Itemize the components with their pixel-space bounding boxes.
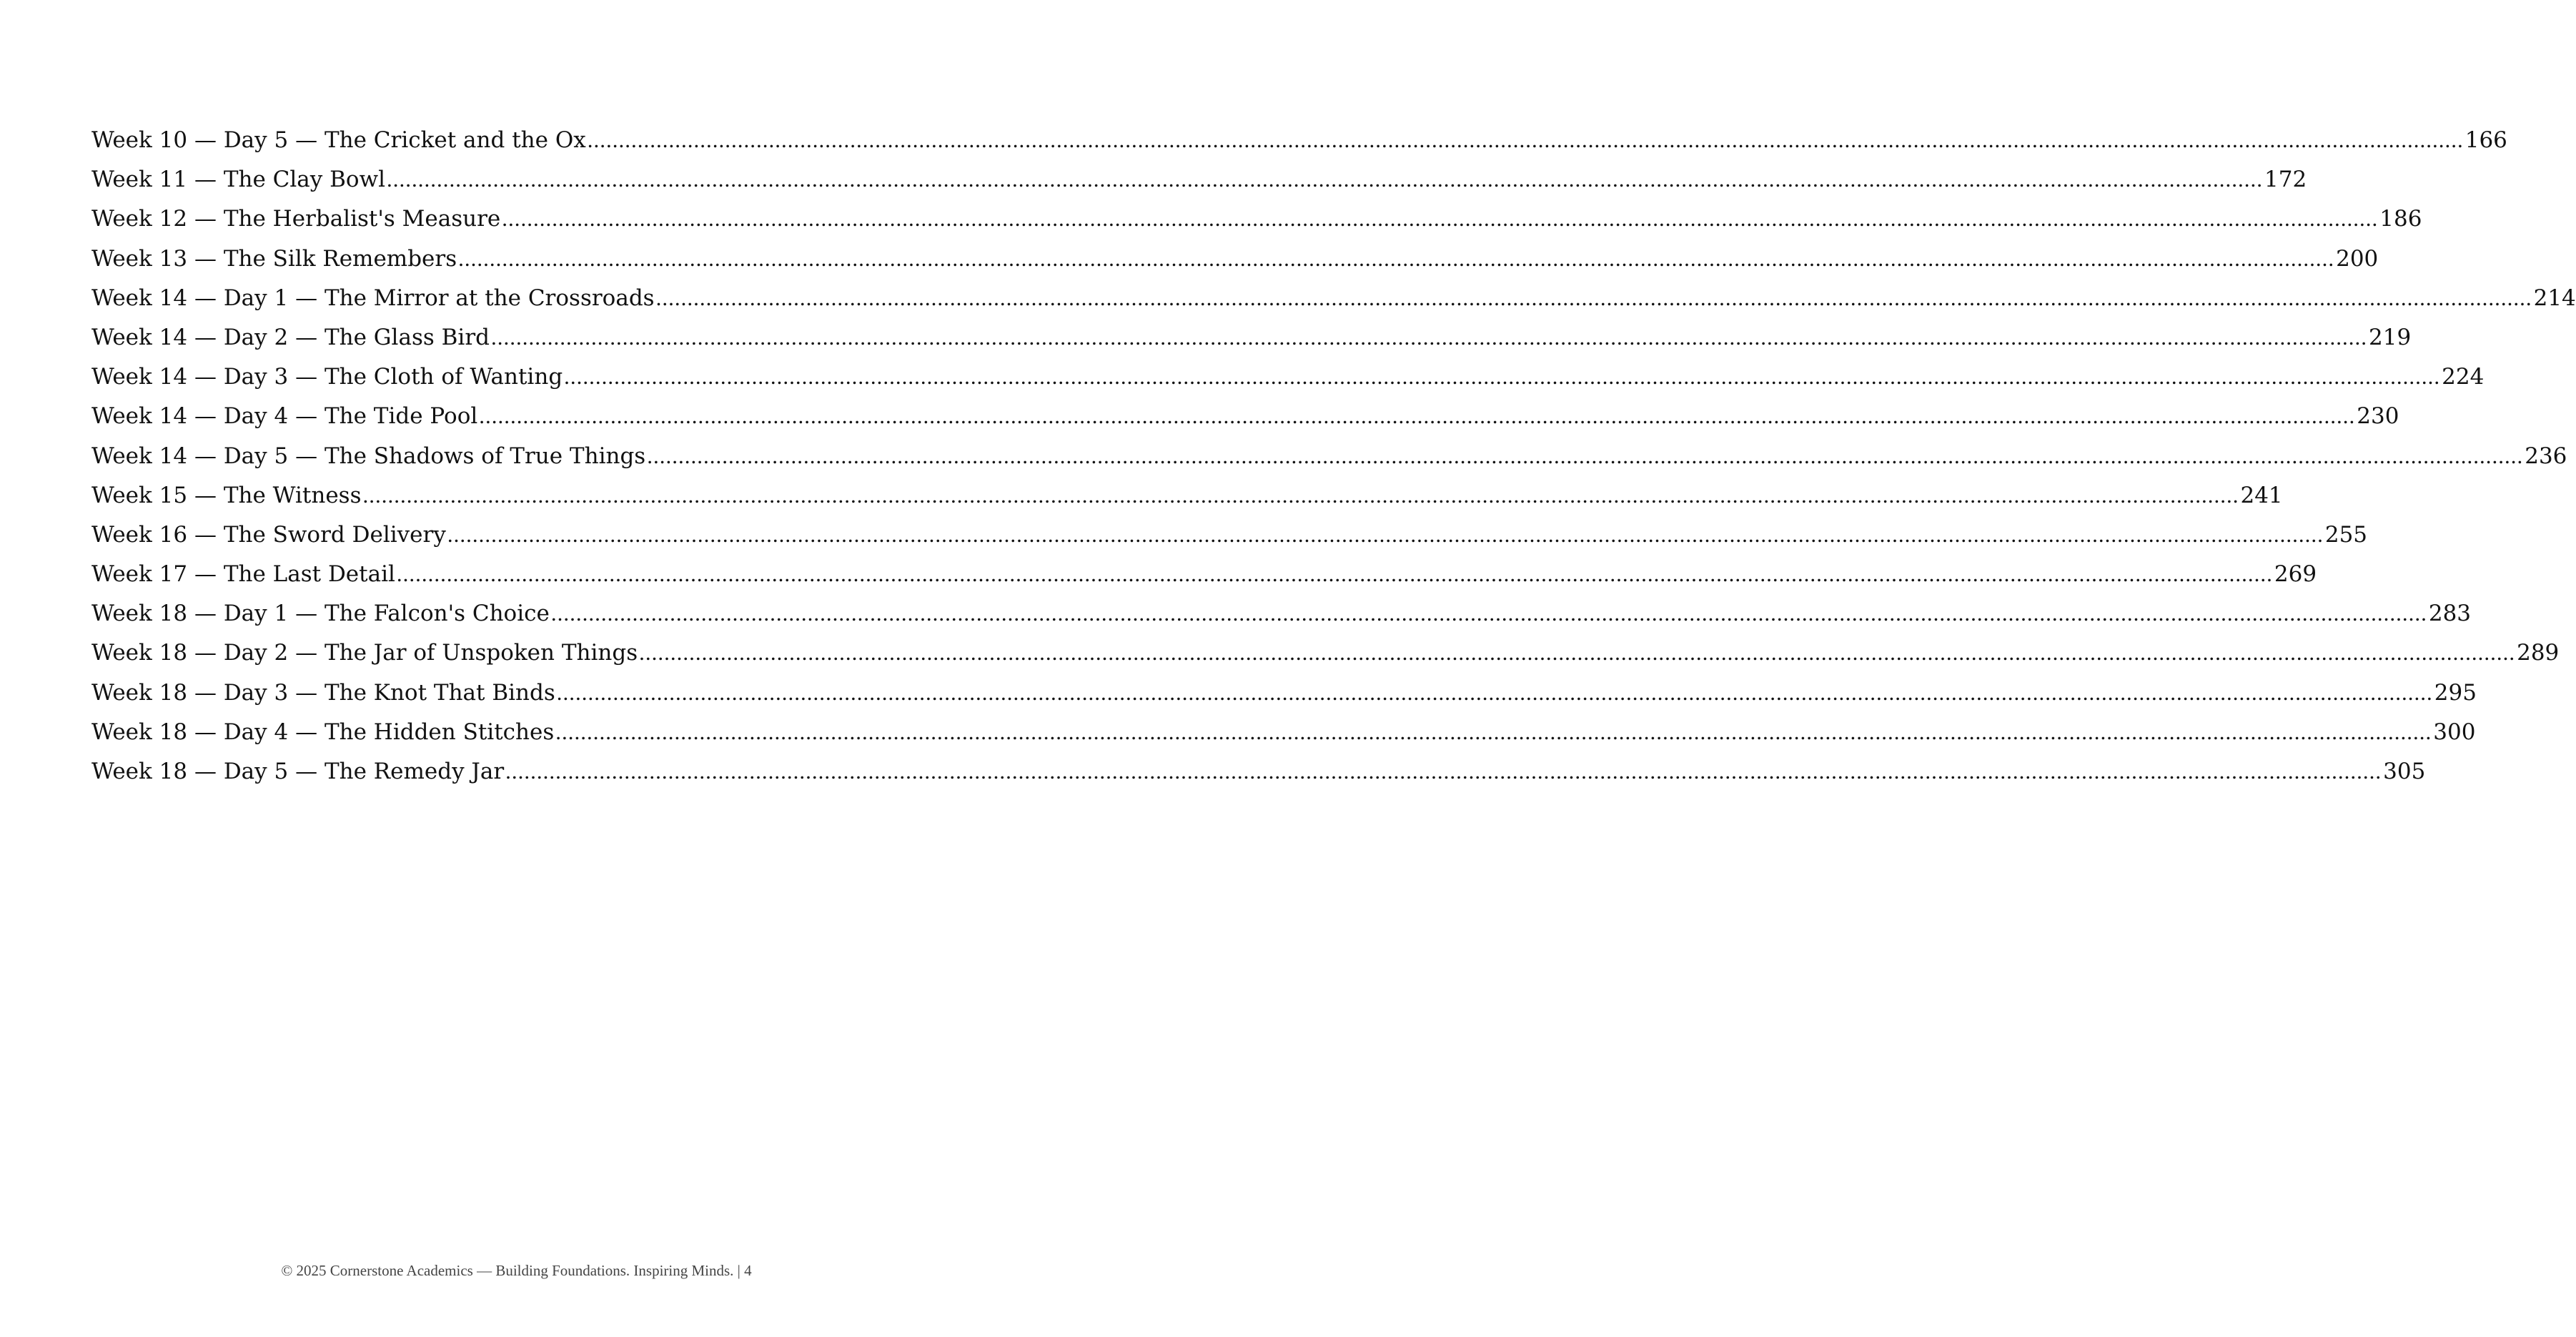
toc-entry[interactable] (91, 396, 2399, 435)
dot-leader: ............................................................................................................................................................................................................................................................................................................ (647, 443, 2524, 468)
dot-leader: ............................................................................................................................................................................................................................................................................................................ (458, 245, 2335, 271)
toc-entry[interactable] (91, 120, 2507, 159)
toc-entry[interactable] (91, 278, 2576, 317)
dot-leader: ............................................................................................................................................................................................................................................................................................................ (505, 759, 2382, 784)
toc-entry-title: Week 14 — Day 5 — The Shadows of True Things (91, 443, 646, 469)
toc-entry[interactable] (91, 593, 2472, 633)
toc-entry-page: 186 (2379, 206, 2422, 232)
toc-entry-page: 236 (2525, 443, 2567, 469)
toc-entry-title: Week 18 — Day 2 — The Jar of Unspoken Things (91, 640, 638, 666)
toc-entry-title: Week 17 — The Last Detail (91, 561, 395, 588)
toc-entry-title: Week 15 — The Witness (91, 482, 362, 508)
toc-entry-page: 166 (2464, 127, 2507, 153)
toc-entry-page: 172 (2264, 167, 2307, 193)
toc-entry[interactable] (91, 633, 2560, 672)
dot-leader: ............................................................................................................................................................................................................................................................................................................ (362, 482, 2239, 508)
toc-entry-title: Week 14 — Day 1 — The Mirror at the Crossroads (91, 285, 655, 311)
page-footer: © 2025 Cornerstone Academics — Building Foundations. Inspiring Minds. | 4 (281, 1262, 752, 1279)
toc-entry-page: 283 (2428, 601, 2472, 627)
toc-entry-title: Week 18 — Day 5 — The Remedy Jar (91, 759, 505, 784)
toc-entry-page: 230 (2357, 403, 2399, 430)
toc-entry[interactable] (91, 751, 2426, 791)
dot-leader: ............................................................................................................................................................................................................................................................................................................ (556, 679, 2433, 705)
toc-entry-page: 241 (2240, 482, 2283, 508)
dot-leader: ............................................................................................................................................................................................................................................................................................................ (447, 521, 2324, 547)
toc-entry-page: 214 (2533, 285, 2576, 311)
dot-leader: ............................................................................................................................................................................................................................................................................................................ (564, 364, 2441, 390)
toc-entry-title: Week 13 — The Silk Remembers (91, 245, 457, 272)
toc-entry-page: 305 (2383, 759, 2426, 784)
toc-entry-page: 200 (2336, 245, 2379, 272)
toc-entry[interactable] (91, 357, 2485, 396)
toc-entry[interactable] (91, 475, 2283, 515)
toc-entry[interactable] (91, 199, 2422, 238)
toc-entry-title: Week 12 — The Herbalist's Measure (91, 206, 501, 232)
toc-entry-title: Week 14 — Day 4 — The Tide Pool (91, 403, 478, 430)
toc-entry-page: 269 (2274, 561, 2317, 588)
toc-entry-page: 295 (2434, 679, 2477, 706)
dot-leader: ............................................................................................................................................................................................................................................................................................................ (502, 206, 2379, 232)
toc-entry-title: Week 18 — Day 4 — The Hidden Stitches (91, 719, 555, 745)
dot-leader: ............................................................................................................................................................................................................................................................................................................ (587, 127, 2464, 152)
dot-leader: ............................................................................................................................................................................................................................................................................................................ (550, 601, 2427, 626)
dot-leader: ............................................................................................................................................................................................................................................................................................................ (479, 403, 2356, 429)
toc-entry[interactable] (91, 515, 2368, 554)
dot-leader: ............................................................................................................................................................................................................................................................................................................ (555, 719, 2432, 744)
toc-entry-page: 300 (2433, 719, 2476, 745)
toc-entry-title: Week 14 — Day 3 — The Cloth of Wanting (91, 364, 563, 390)
toc-entry[interactable] (91, 673, 2477, 712)
toc-entry[interactable] (91, 712, 2476, 751)
dot-leader: ............................................................................................................................................................................................................................................................................................................ (655, 285, 2532, 310)
toc-entry-title: Week 11 — The Clay Bowl (91, 167, 386, 193)
toc-entry[interactable] (91, 554, 2317, 593)
dot-leader: ............................................................................................................................................................................................................................................................................................................ (639, 640, 2516, 666)
toc-entry-page: 289 (2517, 640, 2560, 666)
table-of-contents (91, 120, 2576, 791)
toc-entry-title: Week 18 — Day 1 — The Falcon's Choice (91, 601, 550, 627)
toc-entry-title: Week 14 — Day 2 — The Glass Bird (91, 324, 490, 350)
toc-entry[interactable] (91, 159, 2307, 199)
toc-entry-page: 219 (2369, 324, 2412, 350)
toc-entry-page: 224 (2442, 364, 2485, 390)
toc-entry[interactable] (91, 239, 2379, 278)
toc-entry[interactable] (91, 317, 2412, 357)
toc-entry-title: Week 10 — Day 5 — The Cricket and the Ox (91, 127, 586, 153)
dot-leader: ............................................................................................................................................................................................................................................................................................................ (396, 561, 2273, 587)
dot-leader: ............................................................................................................................................................................................................................................................................................................ (491, 324, 2367, 350)
dot-leader: ............................................................................................................................................................................................................................................................................................................ (387, 167, 2264, 192)
toc-entry[interactable] (91, 436, 2567, 475)
toc-entry-page: 255 (2324, 521, 2368, 548)
toc-entry-title: Week 18 — Day 3 — The Knot That Binds (91, 679, 555, 706)
toc-entry-title: Week 16 — The Sword Delivery (91, 521, 446, 548)
